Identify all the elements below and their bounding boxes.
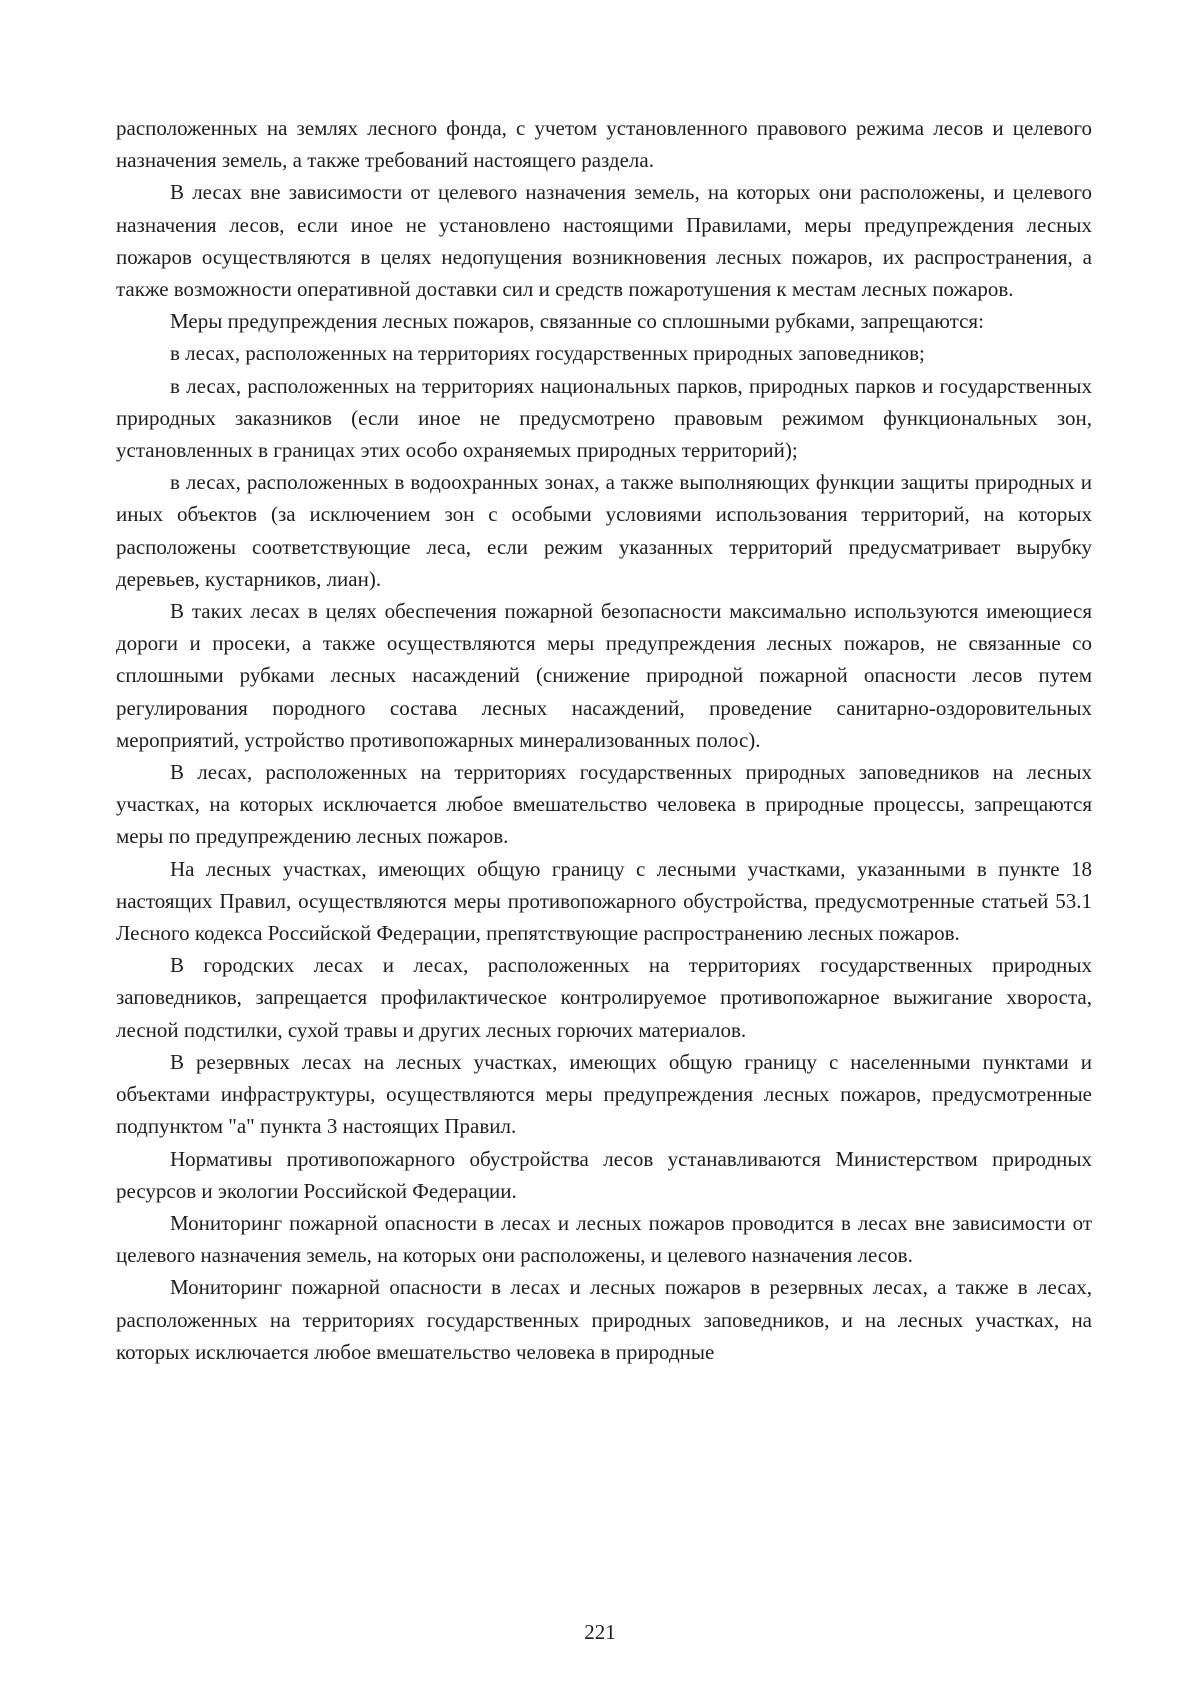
paragraph-2: В лесах вне зависимости от целевого назначения земель, на которых они расположены, и целевого назначения лесов, если иное не установлено настоящими Правилами, меры предупреждения лесных пожаров осуществляются в целях недопущения возникновения лесных пожаров, их распространения, а также возможности оперативной доставки сил и средств пожаротушения к местам лесных пожаров. — [116, 180, 1092, 302]
paragraph-6: в лесах, расположенных в водоохранных зонах, а также выполняющих функции защиты природных и иных объектов (за исключением зон с особыми условиями использования территорий, на которых расположены соответствующие леса, если режим указанных территорий предусматривает вырубку деревьев, кустарников, лиан). — [116, 470, 1092, 591]
paragraph-8: В лесах, расположенных на территориях государственных природных заповедников на лесных участках, на которых исключается любое вмешательство человека в природные процессы, запрещаются меры по предупреждению лесных пожаров. — [116, 760, 1092, 849]
paragraph-3: Меры предупреждения лесных пожаров, связанные со сплошными рубками, запрещаются: — [170, 309, 984, 334]
paragraph-9: На лесных участках, имеющих общую границу с лесными участками, указанными в пункте 18 настоящих Правил, осуществляются меры противопожарного обустройства, предусмотренные статьей 53.1 Лесного кодекса Российской Федерации, препятствующие распространению лесных пожаров. — [116, 856, 1092, 946]
page-number: 221 — [584, 1620, 616, 1644]
paragraph-5: в лесах, расположенных на территориях национальных парков, природных парков и государственных природных заказников (если иное не предусмотрено правовым режимом функциональных зон, установленных в границах этих особо охраняемых природных территорий); — [116, 373, 1092, 463]
paragraph-13: Мониторинг пожарной опасности в лесах и лесных пожаров проводится в лесах вне зависимости от целевого назначения земель, на которых они расположены, и целевого назначения лесов. — [116, 1210, 1092, 1268]
paragraph-7: В таких лесах в целях обеспечения пожарной безопасности максимально используются имеющиеся дороги и просеки, а также осуществляются меры предупреждения лесных пожаров, не связанные со сплошными рубками лесных насаждений (снижение природной пожарной опасности лесов путем регулирования породного состава лесных насаждений, проведение санитарно-оздоровительных мероприятий, устройство противопожарных минерализованных полос). — [116, 599, 1092, 752]
paragraph-1: расположенных на землях лесного фонда, с учетом установленного правового режима лесов и целевого назначения земель, а также требований настоящего раздела. — [116, 116, 1092, 173]
paragraph-4: в лесах, расположенных на территориях государственных природных заповедников; — [170, 341, 925, 366]
paragraph-11: В резервных лесах на лесных участках, имеющих общую границу с населенными пунктами и объектами инфраструктуры, осуществляются меры предупреждения лесных пожаров, предусмотренные подпунктом "а" пункта 3 настоящих Правил. — [116, 1049, 1092, 1139]
paragraph-12: Нормативы противопожарного обустройства лесов устанавливаются Министерством природных ресурсов и экологии Российской Федерации. — [116, 1146, 1092, 1203]
document-body — [116, 112, 1092, 1368]
paragraph-10: В городских лесах и лесах, расположенных на территориях государственных природных заповедников, запрещается профилактическое контролируемое противопожарное выжигание хвороста, лесной подстилки, сухой травы и других лесных горючих материалов. — [116, 953, 1092, 1042]
paragraph-14: Мониторинг пожарной опасности в лесах и лесных пожаров в резервных лесах, а также в лесах, расположенных на территориях государственных природных заповедников, и на лесных участках, на которых исключается любое вмешательство человека в природные — [116, 1275, 1092, 1364]
